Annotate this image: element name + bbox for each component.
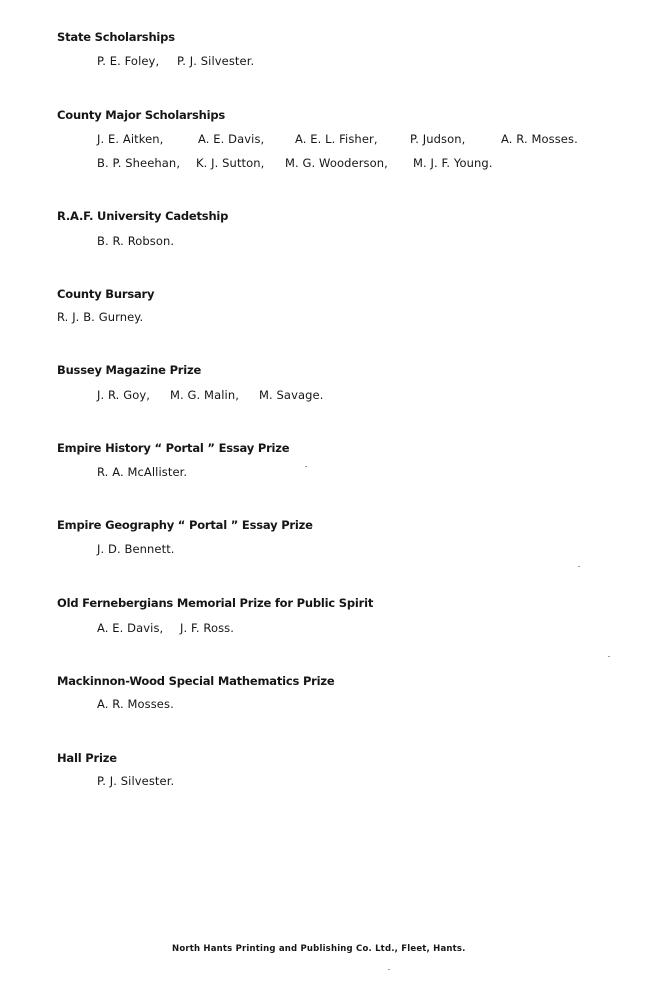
section-title-old-fernebergians-prize: Old Fernebergians Memorial Prize for Public Spirit [57,596,374,610]
recipient-name: A. R. Mosses. [501,132,578,146]
printer-imprint: North Hants Printing and Publishing Co. Ltd., Fleet, Hants. [172,944,466,954]
recipient-name: R. A. McAllister. [97,465,188,479]
recipient-name: A. E. L. Fisher, [295,132,378,146]
recipient-name: K. J. Sutton, [196,156,265,170]
recipient-name: A. E. Davis, [198,132,265,146]
recipient-name: R. J. B. Gurney. [57,310,144,324]
section-title-county-bursary: County Bursary [57,287,155,301]
recipient-name: P. J. Silvester. [177,54,255,68]
recipient-name: J. D. Bennett. [97,542,175,556]
section-title-county-major-scholarships: County Major Scholarships [57,108,226,122]
recipient-name: M. J. F. Young. [413,156,493,170]
recipient-name: A. E. Davis, [97,621,164,635]
recipient-name: P. Judson, [410,132,466,146]
recipient-name: J. R. Goy, [97,388,151,402]
scan-speck [305,466,307,467]
recipient-name: P. J. Silvester. [97,774,175,788]
section-title-state-scholarships: State Scholarships [57,30,175,44]
scan-speck [578,566,580,567]
recipient-name: J. F. Ross. [180,621,235,635]
scan-speck [388,969,390,970]
section-title-bussey-magazine-prize: Bussey Magazine Prize [57,363,202,377]
scan-speck [608,656,610,657]
recipient-name: P. E. Foley, [97,54,160,68]
section-title-mackinnon-wood-prize: Mackinnon-Wood Special Mathematics Prize [57,674,335,688]
recipient-name: M. G. Wooderson, [285,156,388,170]
section-title-empire-geography-prize: Empire Geography “ Portal ” Essay Prize [57,518,313,532]
recipient-name: J. E. Aitken, [97,132,164,146]
section-title-empire-history-prize: Empire History “ Portal ” Essay Prize [57,441,290,455]
recipient-name: A. R. Mosses. [97,697,174,711]
recipient-name: B. R. Robson. [97,234,175,248]
section-title-hall-prize: Hall Prize [57,751,117,765]
recipient-name: M. G. Malin, [170,388,239,402]
recipient-name: B. P. Sheehan, [97,156,181,170]
section-title-raf-university-cadetship: R.A.F. University Cadetship [57,209,229,223]
recipient-name: M. Savage. [259,388,324,402]
